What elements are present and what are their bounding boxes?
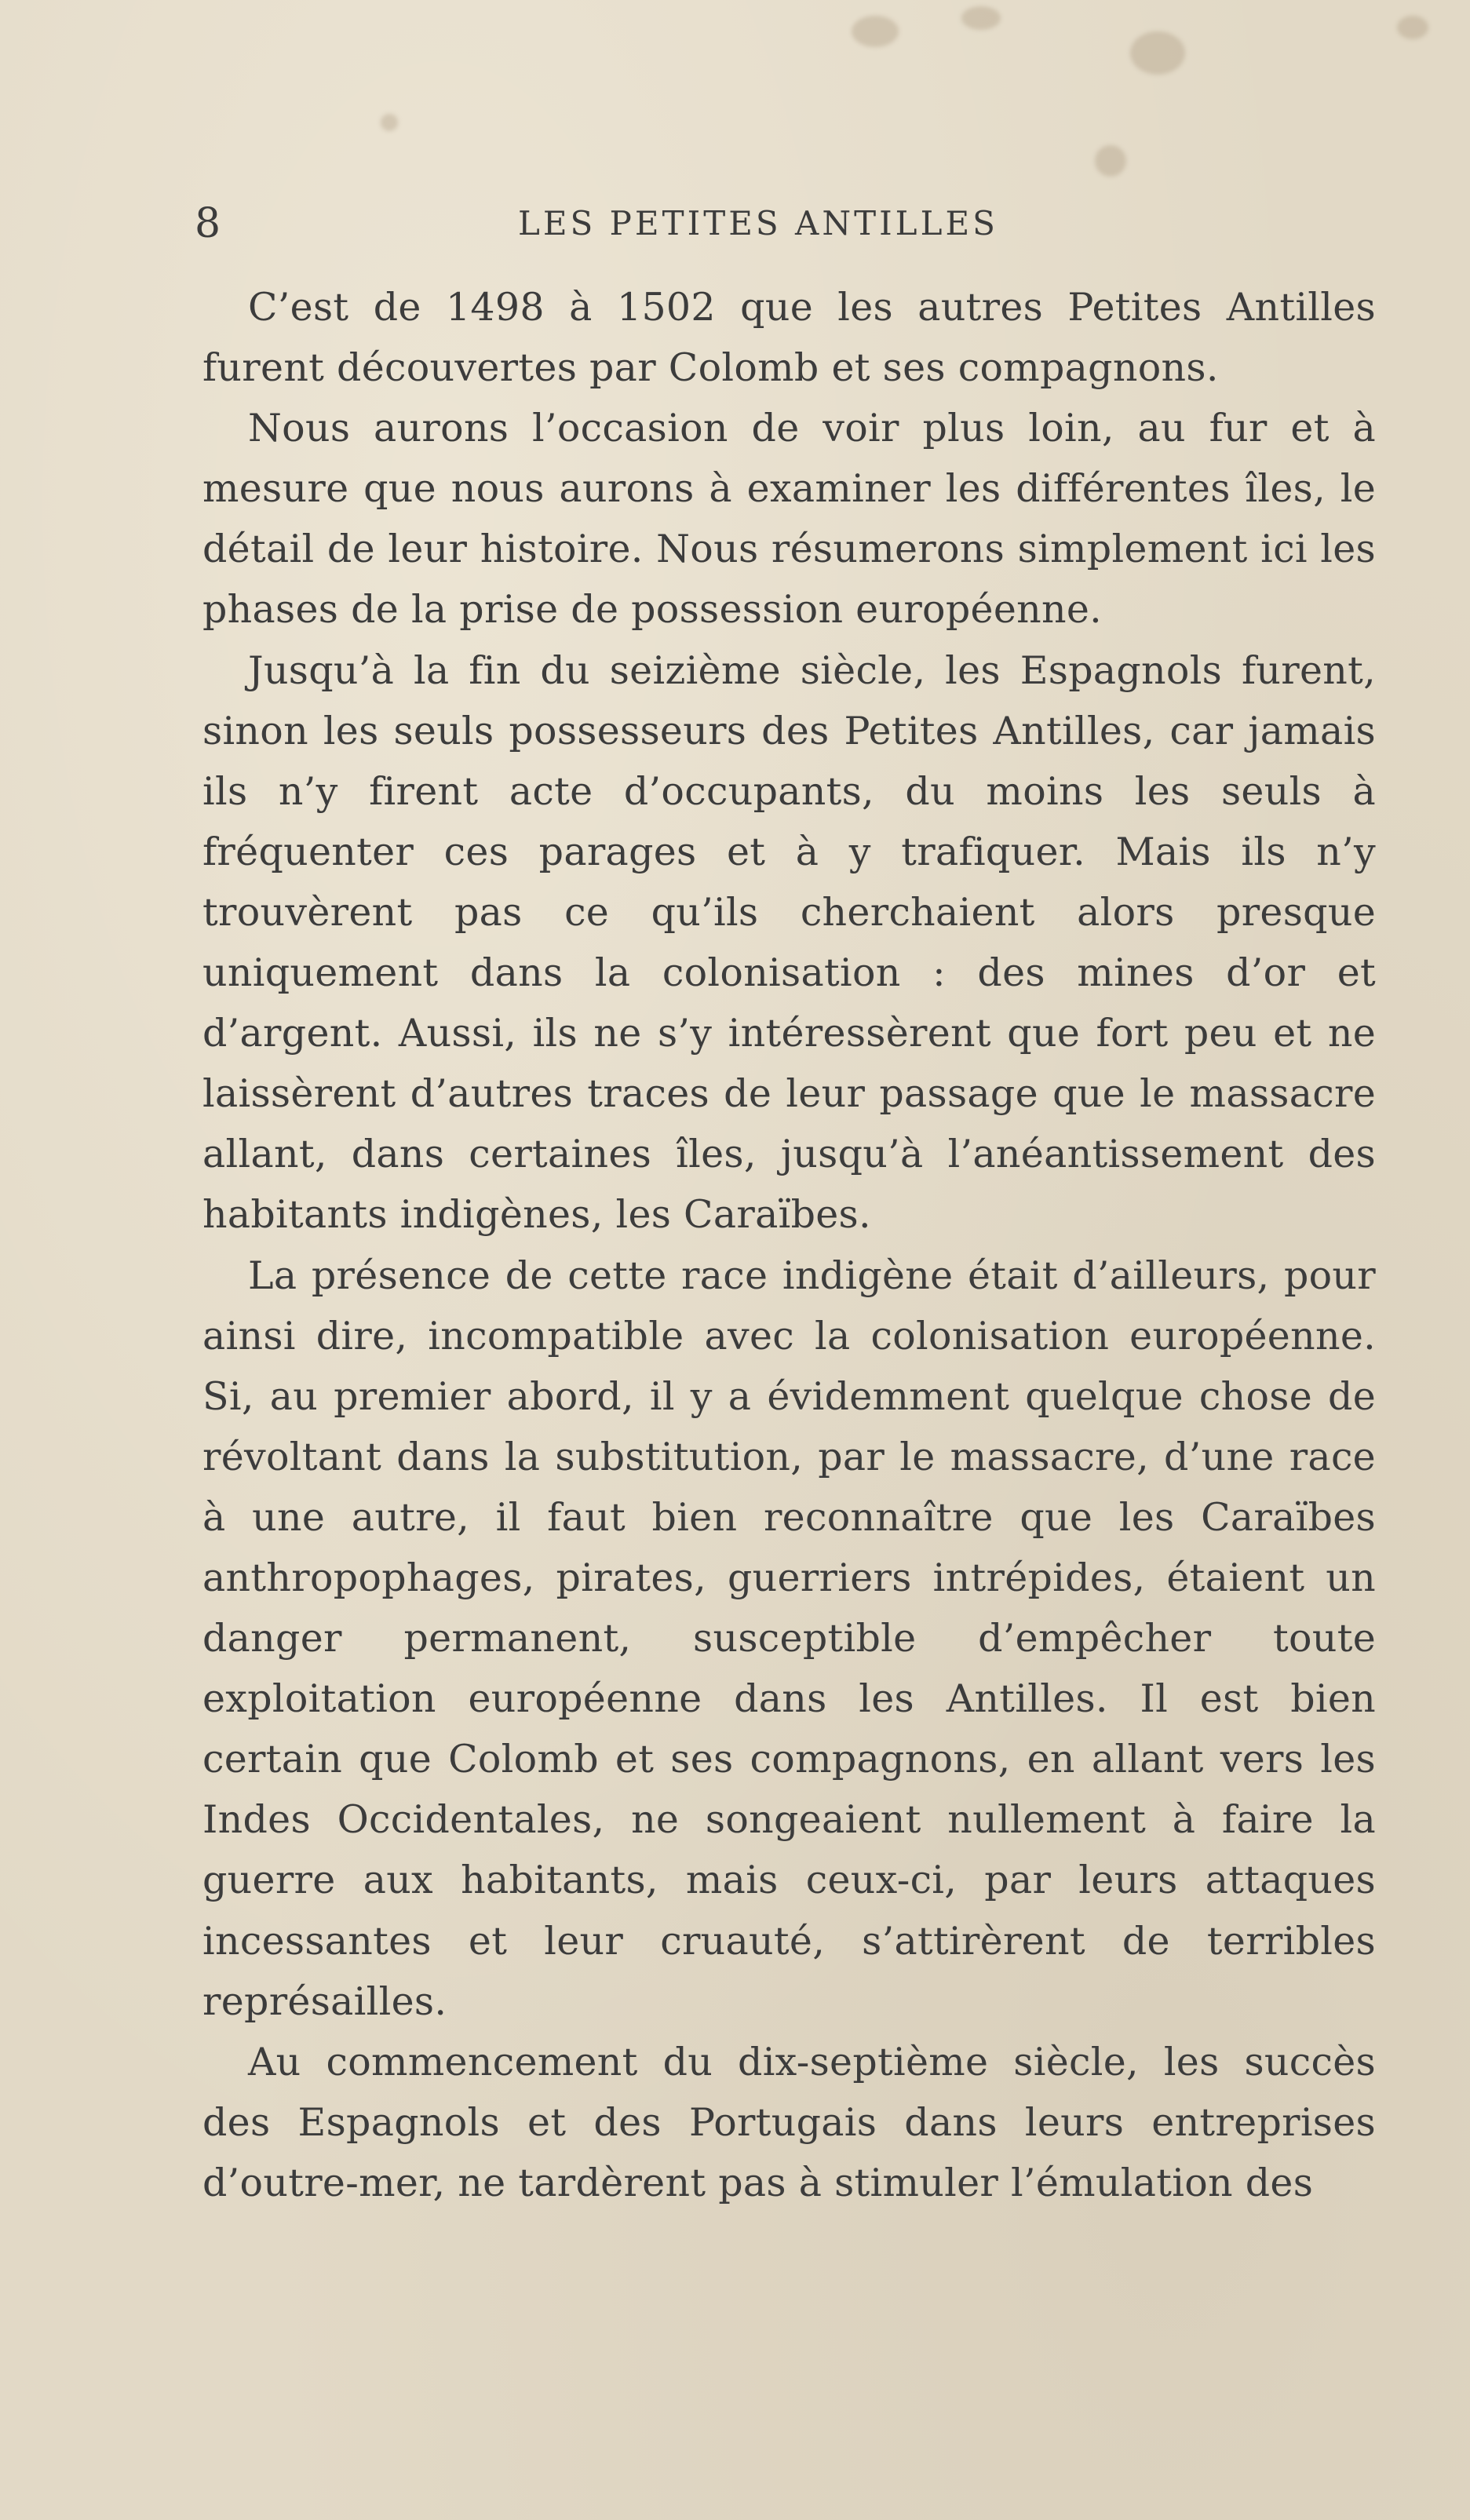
- foxing-spot: [961, 6, 1001, 30]
- running-title: LES PETITES ANTILLES: [518, 204, 998, 243]
- page-number: 8: [195, 200, 221, 247]
- foxing-spot: [381, 114, 398, 131]
- body-text: [202, 277, 1376, 2213]
- foxing-spot: [1095, 145, 1126, 177]
- foxing-spot: [1130, 31, 1185, 75]
- paragraph: Nous aurons l’occasion de voir plus loin, au fur et à mesure que nous aurons à examiner les différentes îles, le détail de leur histoire. Nous résumerons simplement ici les phases de la prise de possession européenne.: [202, 406, 1376, 633]
- paragraph: Jusqu’à la fin du seizième siècle, les Espagnols furent, sinon les seuls possesseurs des Petites Antilles, car jamais ils n’y firent acte d’occupants, du moins les seuls à fréquenter ces parages et à y trafiquer. Mais ils n’y trouvèrent pas ce qu’ils cherchaient alors presque uniquement dans la colonisation : des mines d’or et d’argent. Aussi, ils ne s’y intéressèrent que fort peu et ne laissèrent d’autres traces de leur passage que le massacre allant, dans certaines îles, jusqu’à l’anéantissement des habitants indigènes, les Caraïbes.: [202, 647, 1376, 1238]
- foxing-spot: [852, 16, 899, 47]
- paragraph: C’est de 1498 à 1502 que les autres Petites Antilles furent découvertes par Colomb et ses compagnons.: [202, 285, 1376, 391]
- paragraph: La présence de cette race indigène était d’ailleurs, pour ainsi dire, incompatible avec la colonisation européenne. Si, au premier abord, il y a évidemment quelque chose de révoltant dans la substitution, par le massacre, d’une race à une autre, il faut bien reconnaître que les Caraïbes anthropophages, pirates, guerriers intrépides, étaient un danger permanent, susceptible d’empêcher toute exploitation européenne dans les Antilles. Il est bien certain que Colomb et ses compagnons, en allant vers les Indes Occidentales, ne songeaient nullement à faire la guerre aux habitants, mais ceux-ci, par leurs attaques incessantes et leur cruauté, s’attirèrent de terribles représailles.: [202, 1253, 1376, 2024]
- foxing-spot: [1397, 16, 1428, 39]
- running-head: [188, 196, 1303, 251]
- paragraph: Au commencement du dix-septième siècle, les succès des Espagnols et des Portugais dans leurs entreprises d’outre-mer, ne tardèrent pas à stimuler l’émulation des: [202, 2039, 1376, 2205]
